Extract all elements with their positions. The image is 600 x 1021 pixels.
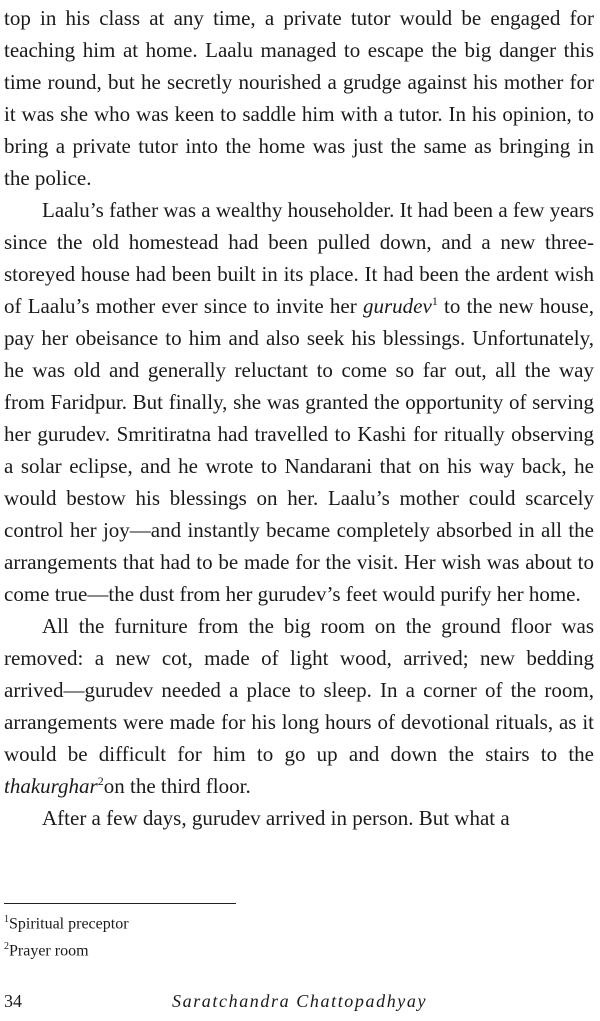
paragraph-3-text-a: All the furniture from the big room on the ground floor was removed: a new cot, made of light wood, arrived; new bedding arrived—gurudev needed a place to sleep. In a corner of the room, arrangements were made for his long hours of devotional rituals, as it would be difficult for him to go up and down the stairs to the bbox=[4, 614, 594, 766]
paragraph-4: After a few days, gurudev arrived in person. But what a bbox=[42, 806, 510, 830]
page-number: 34 bbox=[4, 991, 22, 1011]
paragraph-1: top in his class at any time, a private tutor would be engaged for teaching him at home. Laalu managed to escape the big danger this time round, but he secretly nourished a grudge against his mother for it was she who was keen to saddle him with a tutor. In his opinion, to bring a private tutor into the home was just the same as bringing in the police. bbox=[4, 6, 594, 190]
paragraph-2 bbox=[4, 194, 594, 610]
footnote-ref-2: 2 bbox=[97, 774, 104, 788]
footnote-2 bbox=[4, 935, 404, 962]
footnote-ref-1: 1 bbox=[431, 294, 438, 308]
term-thakurghar: thakurghar bbox=[4, 774, 98, 798]
footnote-text-2: Prayer room bbox=[9, 942, 89, 960]
paragraph-2-text-b: to the new house, pay her obeisance to him and also seek his blessings. Unfortunately, he was old and generally reluctant to come so far out, all the way from Faridpur. But finally, she was granted the opportunity of serving her gurudev. Smritiratna had travelled to Kashi for ritually observing a solar eclipse, and he wrote to Nandarani that on his way back, he would bestow his blessings on her. Laalu’s mother could scarcely control her joy—and instantly became completely absorbed in all the arrangements that had to be made for the visit. Her wish was about to come true—the dust from her gurudev’s feet would purify her home. bbox=[4, 294, 594, 606]
footnote-mark-2: 2 bbox=[4, 941, 9, 953]
paragraph-3 bbox=[4, 610, 594, 802]
footnote-divider bbox=[4, 903, 236, 904]
footnote-mark-1: 1 bbox=[4, 914, 9, 925]
footnote-text-1: Spiritual preceptor bbox=[9, 915, 129, 933]
footnote-1 bbox=[4, 908, 404, 935]
paragraph-2-text-a: Laalu’s father was a wealthy householder. It had been a few years since the old homestead had been pulled down, and a new three-storeyed house had been built in its place. It had been the ardent wish of Laalu’s mother ever since to invite her bbox=[4, 198, 594, 318]
footnotes bbox=[4, 908, 404, 963]
term-gurudev: gurudev bbox=[362, 294, 432, 318]
running-head: Saratchandra Chattopadhyay bbox=[172, 991, 428, 1011]
paragraph-3-text-b: on the third floor. bbox=[103, 774, 251, 798]
body-text bbox=[4, 2, 594, 834]
